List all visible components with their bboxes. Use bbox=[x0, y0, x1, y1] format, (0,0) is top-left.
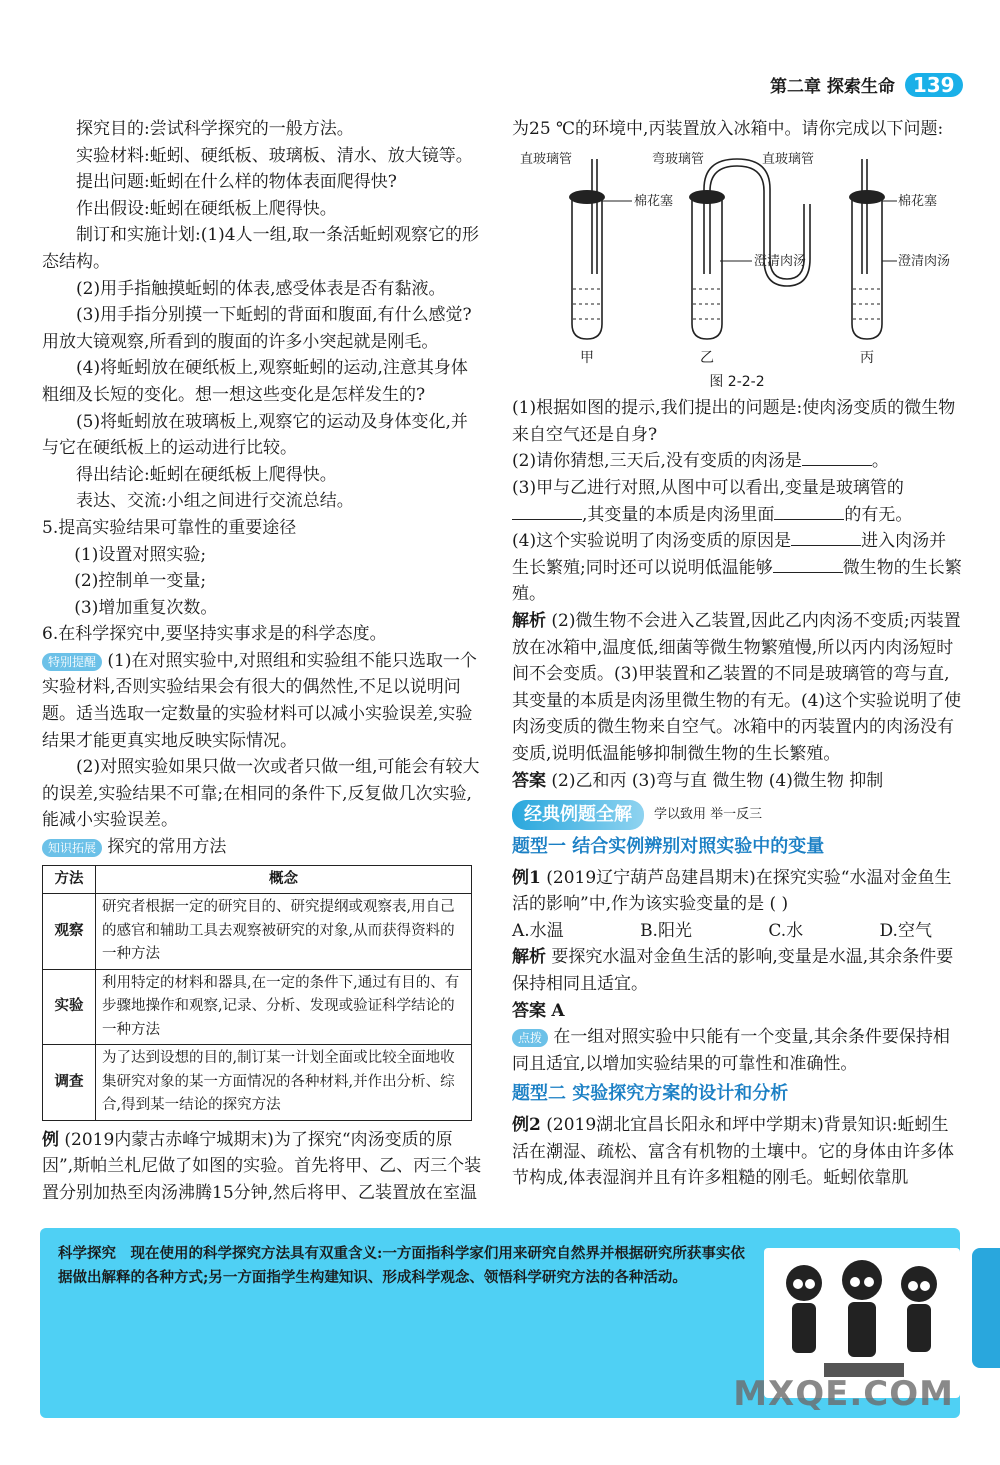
option: B.阳光 bbox=[640, 920, 692, 941]
label-straight-tube-a: 直玻璃管 bbox=[520, 151, 573, 167]
label-straight-tube-c: 直玻璃管 bbox=[762, 151, 815, 167]
paragraph: (3)用手指分别摸一下蚯蚓的背面和腹面,有什么感觉?用放大镜观察,所看到的腹面的许多小突起就是刚毛。 bbox=[42, 305, 472, 352]
paragraph: 提出问题:蚯蚓在什么样的物体表面爬得快? bbox=[76, 172, 397, 193]
label-cotton-a: 棉花塞 bbox=[634, 193, 674, 209]
table-row bbox=[43, 1045, 472, 1121]
example-label: 例2 bbox=[512, 1115, 541, 1136]
paragraph: 作出假设:蚯蚓在硬纸板上爬得快。 bbox=[76, 198, 337, 219]
paragraph: 制订和实施计划:(1)4人一组,取一条活蚯蚓观察它的形态结构。 bbox=[42, 225, 480, 272]
label-broth-c: 澄清肉汤 bbox=[898, 253, 951, 269]
answer-blank[interactable] bbox=[773, 572, 843, 573]
example-1 bbox=[512, 865, 962, 918]
tip-paragraph bbox=[512, 1024, 962, 1077]
section-title: 经典例题全解 bbox=[512, 800, 644, 830]
science-inquiry-panel bbox=[40, 1228, 960, 1418]
concept-cell: 利用特定的材料和器具,在一定的条件下,通过有目的、有步骤地操作和观察,记录、分析、发现或验证科学结论的一种方法 bbox=[96, 969, 472, 1045]
table-row bbox=[43, 894, 472, 970]
question-text: ,其变量的本质是肉汤里面 bbox=[582, 504, 775, 525]
section-heading bbox=[512, 800, 962, 830]
right-column bbox=[512, 116, 962, 1192]
paragraph: (4)将蚯蚓放在硬纸板上,观察蚯蚓的运动,注意其身体粗细及长短的变化。想一想这些变化是怎样发生的? bbox=[42, 358, 468, 405]
tip-paragraph: (2)对照实验如果只做一次或者只做一组,可能会有较大的误差,实验结果不可靠;在相同的条件下,反复做几次实验,能减小实验误差。 bbox=[42, 757, 480, 831]
question: (2)请你猜想,三天后,没有变质的肉汤是 。 bbox=[512, 451, 889, 472]
example-text: (2019湖北宜昌长阳永和坪中学期末)背景知识:蚯蚓生活在潮湿、疏松、富含有机物的土壤中。它的身体由许多体节构成,体表湿润并且有许多粗糙的刚毛。蚯蚓依靠肌 bbox=[512, 1115, 954, 1189]
tip-tag: 特别提醒 bbox=[42, 653, 102, 671]
tube-label-b: 乙 bbox=[700, 349, 714, 366]
method-cell: 实验 bbox=[43, 969, 96, 1045]
chapter-title: 探索生命 bbox=[826, 77, 895, 97]
analysis-text: (2)微生物不会进入乙装置,因此乙内肉汤不变质;丙装置放在冰箱中,温度低,细菌等微生物繁殖慢,所以丙内肉汤短时间不会变质。(3)甲装置和乙装置的不同是玻璃管的弯与直,其变量的本质是肉汤里微生物的有无。(4)这个实验说明了使肉汤变质的微生物来自空气。冰箱中的丙装置内的肉汤没有变质,说明低温能够抑制微生物的生长繁殖。 bbox=[512, 610, 962, 764]
cotton-plug-c bbox=[849, 190, 885, 204]
example-2 bbox=[512, 1112, 962, 1192]
watermark: MXQE.COM bbox=[733, 1374, 954, 1414]
left-column bbox=[42, 116, 482, 1206]
concept-cell: 为了达到设想的目的,制订某一计划全面或比较全面地收集研究对象的某一方面情况的各种材料,并作出分析、综合,得到某一结论的探究方法 bbox=[96, 1045, 472, 1121]
answer-label: 答案 bbox=[512, 770, 546, 791]
answer-blank[interactable] bbox=[774, 519, 844, 520]
answer-text: (2)乙和丙 (3)弯与直 微生物 (4)微生物 抑制 bbox=[551, 770, 884, 791]
extension-heading bbox=[42, 834, 482, 861]
tube-label-c: 丙 bbox=[860, 349, 874, 366]
paragraph: 表达、交流:小组之间进行交流总结。 bbox=[76, 491, 354, 512]
example-text: (2019内蒙古赤峰宁城期末)为了探究“肉汤变质的原因”,斯帕兰札尼做了如图的实验。首先将甲、乙、丙三个装置分别加热至肉汤沸腾15分钟,然后将甲、乙装置放在室温 bbox=[42, 1129, 482, 1203]
figure-caption: 图 2-2-2 bbox=[709, 373, 765, 390]
cotton-plug-b bbox=[689, 190, 725, 204]
list-item: (3)增加重复次数。 bbox=[74, 597, 218, 618]
example-text: (2019辽宁葫芦岛建昌期末)在探究实验“水温对金鱼生活的影响”中,作为该实验变量的是 bbox=[512, 867, 952, 915]
apparatus-figure bbox=[512, 149, 962, 369]
question: (1)根据如图的提示,我们提出的问题是:使肉汤变质的微生物来自空气还是自身? bbox=[512, 398, 956, 445]
paragraph: (2)用手指触摸蚯蚓的体表,感受体表是否有黏液。 bbox=[76, 278, 446, 299]
question-text: (2)请你猜想,三天后,没有变质的肉汤是 bbox=[512, 451, 802, 472]
apparatus-diagram bbox=[512, 149, 962, 349]
question-text: (3)甲与乙进行对照,从图中可以看出,变量是玻璃管的 bbox=[512, 477, 904, 498]
answer-paren: ( ) bbox=[769, 894, 789, 915]
panel-body: 现在使用的科学探究方法具有双重含义:一方面指科学家们用来研究自然界并根据研究所获事实依据做出解释的各种方式;另一方面指学生构建知识、形成科学观念、领悟科学研究方法的各种活动。 bbox=[58, 1245, 745, 1286]
answer-label: 答案 bbox=[512, 1000, 546, 1021]
method-cell: 观察 bbox=[43, 894, 96, 970]
question bbox=[512, 528, 962, 608]
question-text: (4)这个实验说明了肉汤变质的原因是 bbox=[512, 531, 792, 552]
point-title: 5.提高实验结果可靠性的重要途径 bbox=[42, 517, 297, 538]
panel-label: 科学探究 bbox=[58, 1245, 116, 1262]
question-text: 的有无。 bbox=[844, 504, 913, 525]
answer bbox=[512, 768, 962, 795]
answer bbox=[512, 998, 962, 1025]
panel-text bbox=[58, 1242, 758, 1290]
question-type-heading: 题型二 实验探究方案的设计和分析 bbox=[512, 1083, 789, 1105]
tube-label-a: 甲 bbox=[580, 349, 594, 366]
label-curved-tube: 弯玻璃管 bbox=[652, 151, 705, 167]
paragraph: 为25 ℃的环境中,丙装置放入冰箱中。请你完成以下问题: bbox=[512, 119, 944, 139]
extension-tag: 知识拓展 bbox=[42, 839, 102, 857]
paragraph: 实验材料:蚯蚓、硬纸板、玻璃板、清水、放大镜等。 bbox=[76, 145, 473, 166]
label-cotton-c: 棉花塞 bbox=[898, 193, 938, 209]
label-broth-b: 澄清肉汤 bbox=[754, 253, 807, 269]
analysis-text: 要探究水温对金鱼生活的影响,变量是水温,其余条件要保持相同且适宜。 bbox=[512, 947, 954, 995]
analysis bbox=[512, 944, 962, 997]
tip-paragraph bbox=[42, 648, 482, 754]
table-row bbox=[43, 969, 472, 1045]
question-text: 微生物的生长繁殖。 bbox=[512, 557, 962, 605]
list-item: (1)设置对照实验; bbox=[74, 544, 207, 565]
method-cell: 调查 bbox=[43, 1045, 96, 1121]
cotton-plug-a bbox=[569, 190, 605, 204]
tip-text: 在一组对照实验中只能有一个变量,其余条件要保持相同且适宜,以增加实验结果的可靠性和准确性。 bbox=[512, 1027, 950, 1074]
methods-table bbox=[42, 865, 472, 1121]
analysis-label: 解析 bbox=[512, 947, 546, 968]
option: A.水温 bbox=[512, 920, 564, 941]
concept-cell: 研究者根据一定的研究目的、研究提纲或观察表,用自己的感官和辅助工具去观察被研究的对象,从而获得资料的一种方法 bbox=[96, 894, 472, 970]
answer-blank[interactable] bbox=[802, 465, 872, 466]
answer-blank[interactable] bbox=[791, 545, 861, 546]
paragraph: 得出结论:蚯蚓在硬纸板上爬得快。 bbox=[76, 464, 337, 485]
question-type-heading: 题型一 结合实例辨别对照实验中的变量 bbox=[512, 836, 825, 858]
list-item: (2)控制单一变量; bbox=[74, 571, 207, 592]
option: D.空气 bbox=[879, 920, 932, 941]
options-row bbox=[512, 918, 932, 945]
analysis-label: 解析 bbox=[512, 610, 546, 631]
tip-tag: 点拨 bbox=[512, 1029, 548, 1047]
answer-blank[interactable] bbox=[512, 519, 582, 520]
table-header: 概念 bbox=[96, 865, 472, 894]
chapter-label: 第二章 bbox=[770, 77, 821, 97]
example-label: 例 bbox=[42, 1129, 59, 1150]
option: C.水 bbox=[768, 920, 804, 941]
extension-title: 探究的常用方法 bbox=[107, 837, 227, 858]
table-header-row bbox=[43, 865, 472, 894]
page-number: 139 bbox=[905, 73, 963, 97]
paragraph: 探究目的:尝试科学探究的一般方法。 bbox=[76, 119, 354, 139]
point-title: 6.在科学探究中,要坚持实事求是的科学态度。 bbox=[42, 624, 387, 645]
section-subtitle: 学以致用 举一反三 bbox=[654, 806, 763, 822]
question-text: 进入肉汤并生长繁殖;同时还可以说明低温能够 bbox=[512, 531, 947, 578]
paragraph: (5)将蚯蚓放在玻璃板上,观察它的运动及身体变化,并与它在硬纸板上的运动进行比较。 bbox=[42, 411, 468, 459]
answer-text: A bbox=[551, 1000, 565, 1021]
table-header: 方法 bbox=[43, 865, 96, 894]
tip-text: (1)在对照实验中,对照组和实验组不能只选取一个实验材料,否则实验结果会有很大的偶然性,不足以说明问题。适当选取一定数量的实验材料可以减小实验误差,实验结果才能更真实地反映实际情况。 bbox=[42, 650, 477, 751]
side-tab bbox=[972, 1248, 1000, 1368]
page-header bbox=[770, 72, 963, 97]
example-label: 例1 bbox=[512, 867, 541, 888]
test-tube-b bbox=[692, 197, 722, 339]
example-paragraph bbox=[42, 1127, 482, 1207]
question bbox=[512, 475, 962, 528]
analysis bbox=[512, 608, 962, 768]
